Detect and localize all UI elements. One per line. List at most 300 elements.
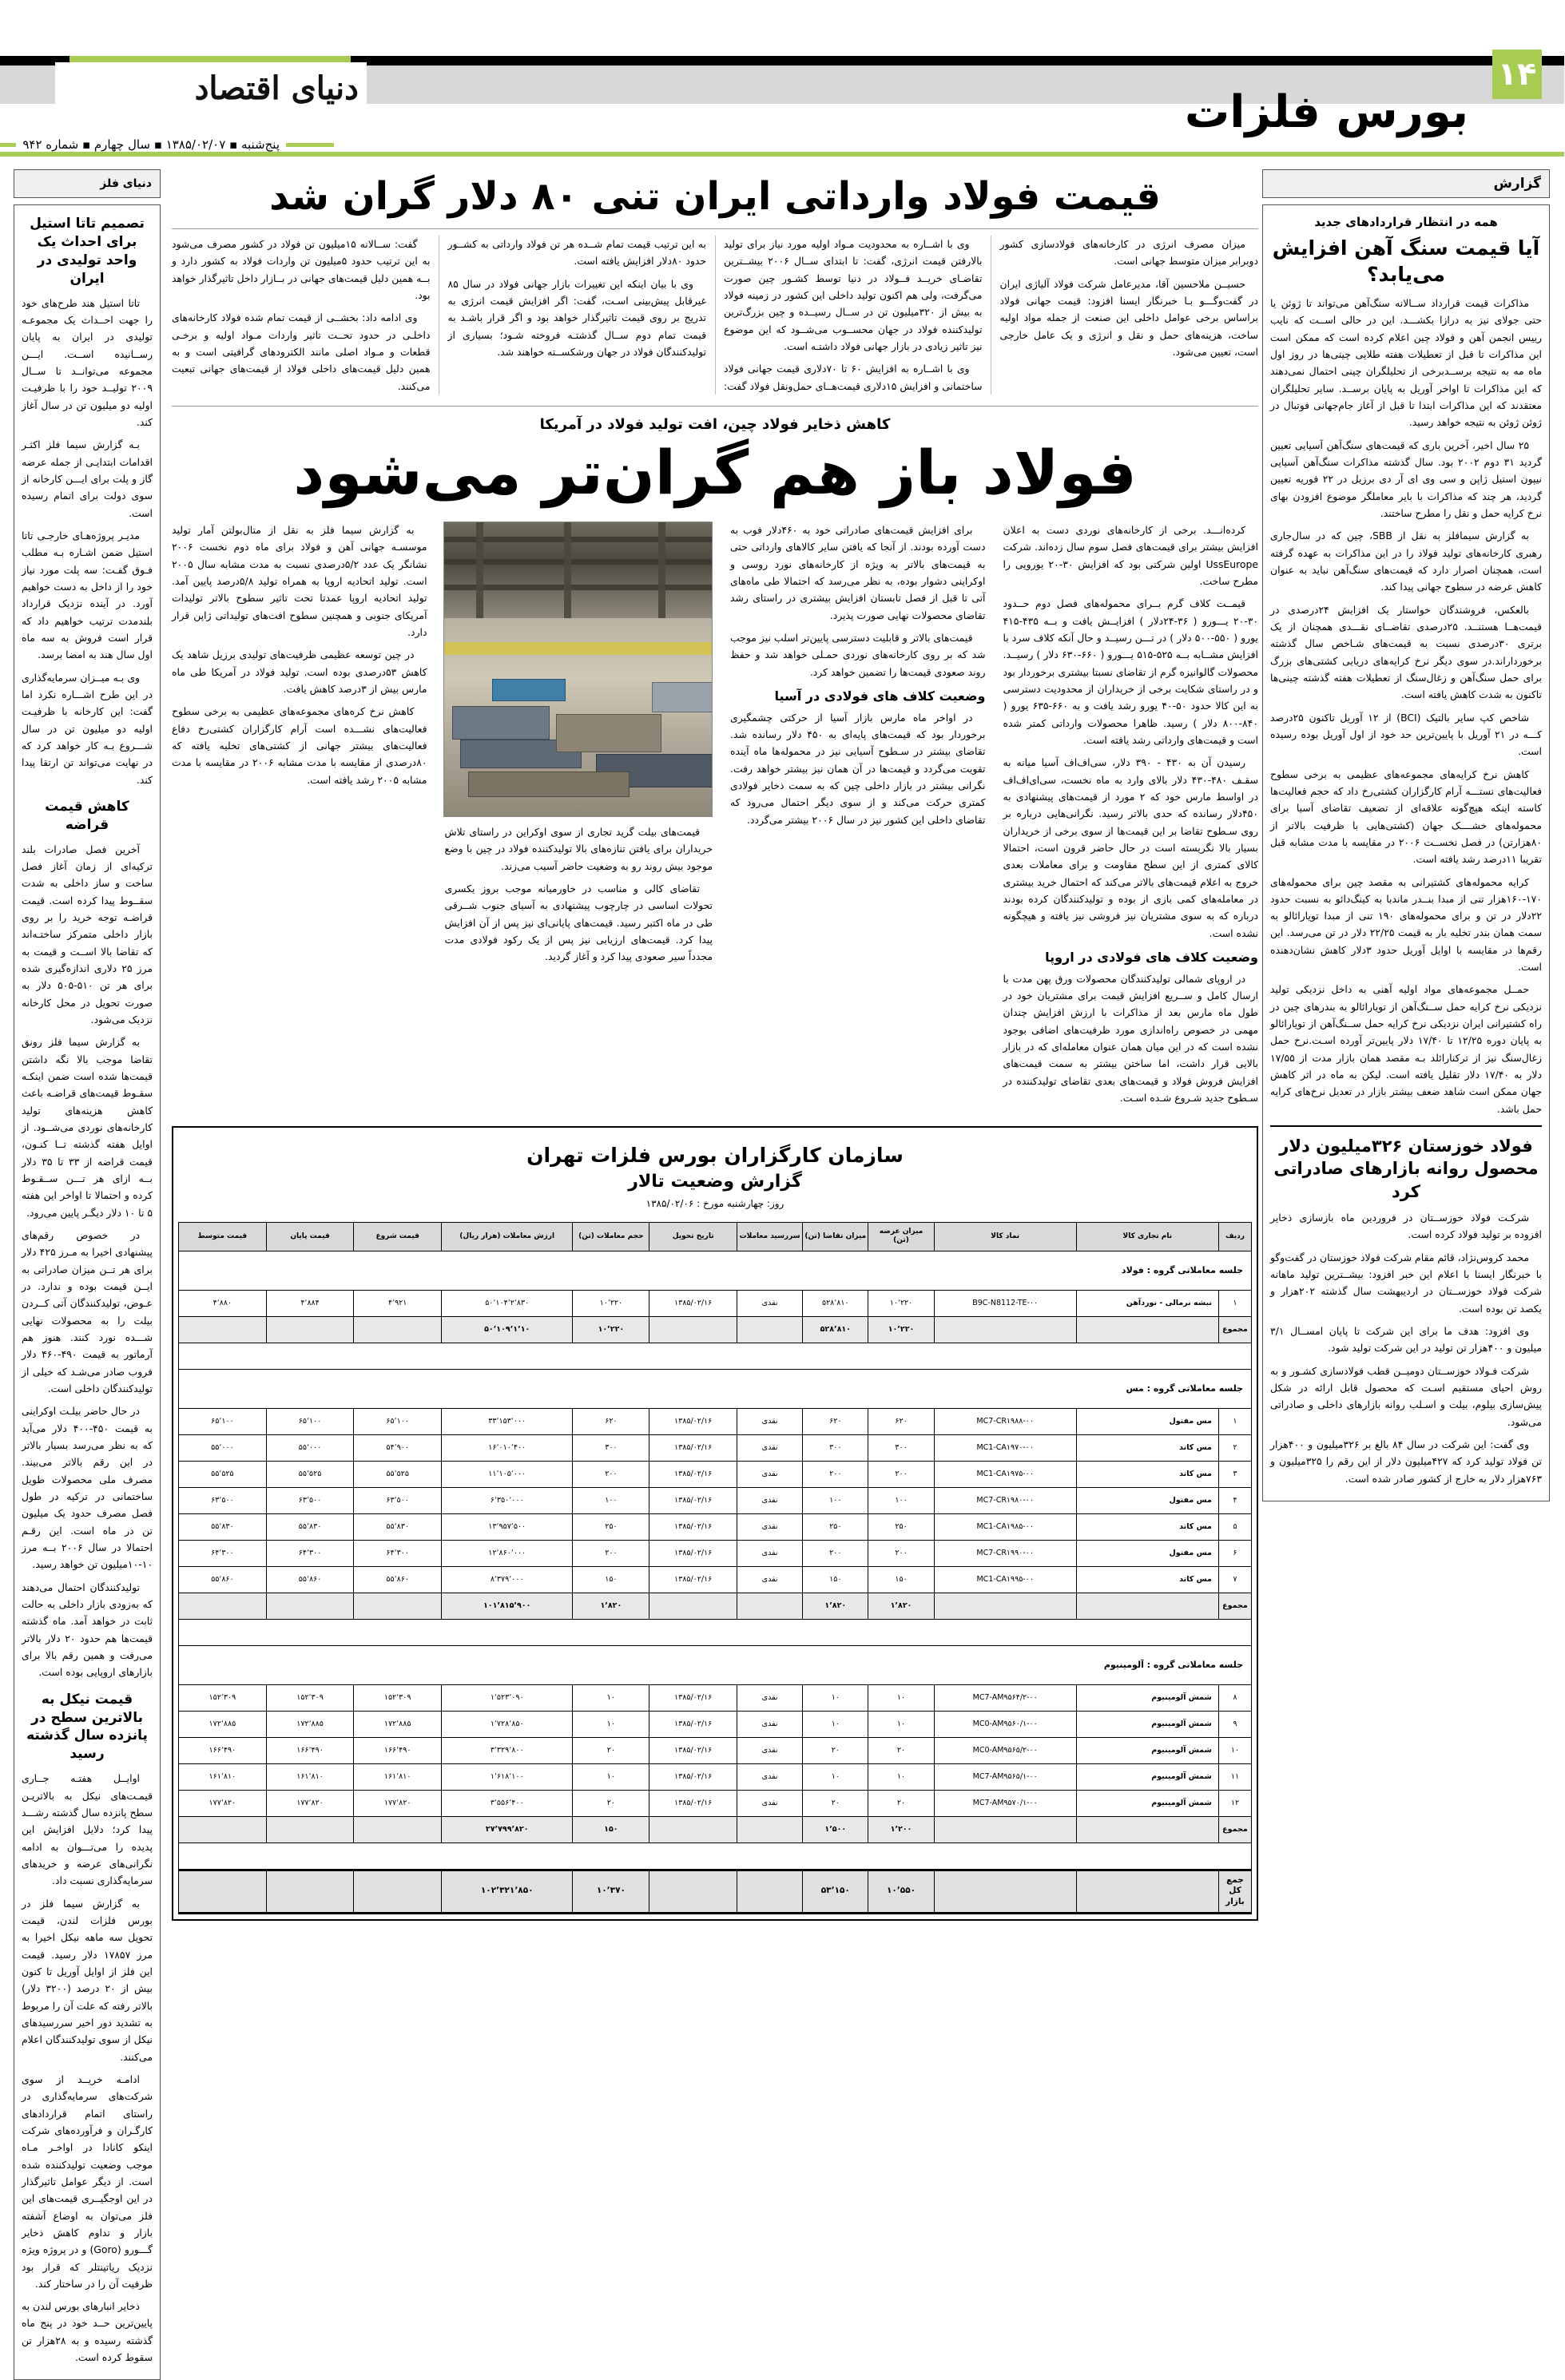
table-cell-3: ۲۰۰ — [869, 1461, 935, 1487]
feature-top-rule — [173, 406, 1259, 407]
table-cell-9: ۶۴٬۳۰۰ — [355, 1540, 443, 1566]
feature-sub2: وضعیت کلاف های فولادی در آسیا — [775, 688, 987, 704]
table-cell-0: ۱ — [1219, 1290, 1252, 1316]
left-a3-p0: اوایــل هفتـه جــاری قیمـت‌های نیکل به بالاتریـن سطح پانزده سال گذشته رشـــد پیدا کرد؛ دلایل افزایش این پدیده را می‌تـــوان به ادامه نگرانی‌های عرضه و خریدهای سرمایه‌گذاری نسبت داد. — [22, 1772, 153, 1887]
table-cell-10 — [267, 1816, 355, 1843]
table-cell-6: ۱۳۸۵/۰۲/۱۶ — [650, 1763, 738, 1790]
table-cell-0: ۹ — [1219, 1711, 1252, 1737]
photo-steel-stack-3 — [557, 714, 662, 752]
left-a2-p0: آخرین فصل صادرات بلند ترکیه‌ای از زمان آغاز فصل ساخت و ساز داخلی به شدت سقــوط پیدا کرده است. قیمت قراضـه توجه خرید را بر روی بازار داخلی متمرکز ساختـه‌اند که تقاضا بالا اســت و قیمت به مرز ۲۵ دلاری اندازه‌گیری شده برای هر تن ۵۱۰-۵۰۵ دلار به صورت تحویل در محل کارخانه نزدیک می‌شود. — [22, 843, 153, 1026]
table-cell-3: ۳۰۰ — [869, 1434, 935, 1461]
table-cell-3: ۲۵۰ — [869, 1513, 935, 1540]
table-cell-0: ۱۱ — [1219, 1763, 1252, 1790]
table-cell-5 — [737, 1593, 803, 1619]
col-header-7: حجم معاملات (تن) — [574, 1223, 650, 1251]
feature-col4-p4: کاهش نرخ کره‌های مجموعه‌های عظیمی به برخی سطوح فعالیت‌های نشـــده‌ است آرام کارگزاران کشتی‌رخ دفاع فعالیت‌های بیشتر جهانی از کشتی‌های تخلیه یافته که ۸۰درصدی از مقایسه با مدت مشابه ۲۰۰۶ در مقایسه با مدت مشابه ۲۰۰۵ رشد یافته است. — [173, 705, 428, 786]
table-cell-10: ۶۳٬۵۰۰ — [267, 1487, 355, 1513]
table-cell-10: ۵۵٬۵۲۵ — [267, 1461, 355, 1487]
right-article1-title: آیا قیمت سنگ آهن افزایش می‌یابد؟ — [1273, 236, 1541, 287]
table-cell-4: ۵۲۸٬۸۱۰ — [804, 1316, 869, 1343]
table-cell-10: ۱۶۶٬۴۹۰ — [267, 1737, 355, 1763]
table-cell-5: نقدی — [737, 1737, 803, 1763]
table-row — [180, 1737, 1253, 1763]
table-cell-1: مس مفتول — [1077, 1540, 1219, 1566]
table-cell-7: ۶۲۰ — [574, 1408, 650, 1434]
table-cell-6 — [650, 1870, 738, 1913]
table-cell-10: ۵۵٬۸۳۰ — [267, 1513, 355, 1540]
table-group-label: جلسه معاملاتی گروه : مس — [180, 1369, 1253, 1408]
table-cell-4: ۲۰ — [804, 1790, 869, 1816]
table-cell-4: ۱٬۵۰۰ — [804, 1816, 869, 1843]
table-cell-3: ۱۰ — [869, 1711, 935, 1737]
right-a1-p1: ۲۵ سال اخیر، آخرین باری که قیمت‌های سنگ‌آهن آسیایی تعیین گردید ۳۱ دوم ۲۰۰۲ بود. سال گذشته مذاکرات سنگ‌آهن آسیایی نیپون استیل ژاپن و سی وی ای آر دی برزیل در ۲۲ فوریه تعیین گردید، هر چند که مذاکرات با بایر معاملگر موضوع افزودن بهای نرخ کرایه حمل و نقل را مطرح ساختند. — [1271, 438, 1543, 519]
table-cell-11 — [180, 1870, 268, 1913]
table-cell-11: ۴٬۸۸۰ — [180, 1290, 268, 1316]
table-cell-9: ۵۵٬۸۶۰ — [355, 1566, 443, 1593]
table-cell-3: ۶۲۰ — [869, 1408, 935, 1434]
table-group-header — [180, 1369, 1253, 1408]
table-cell-7: ۱۰ — [574, 1684, 650, 1711]
table-row — [180, 1711, 1253, 1737]
table-cell-7: ۲۰ — [574, 1790, 650, 1816]
table-row — [180, 1540, 1253, 1566]
feature-col4-p0: قیمت‌های بیلت گرید تجاری از سوی اوکراین در راستای تلاش خریداران برای یافتن تنازه‌های بالا تولیدکننده فولاد در چین با وضع موجود بیش روند رو به وضعیت حاضر آسیب می‌زند. — [445, 826, 713, 872]
table-cell-7: ۳۰۰ — [574, 1434, 650, 1461]
feature-kicker: کاهش ذخایر فولاد چین، افت تولید فولاد در آمریکا — [540, 415, 892, 433]
table-cell-3: ۱۰٬۲۲۰ — [869, 1290, 935, 1316]
right-column-kicker: گزارش — [1263, 169, 1551, 198]
feature-p2: رسیدن آن به ۴۳۰ - ۳۹۰ دلار، سی‌اف‌اف آسیا میانه به سقـف ۴۸۰-۴۳۰ دلار بالای وارد به ماه نخست، سی‌ای‌اف‌اف در اواسط مارس خود که ۲ مورد از قیمت‌های پیشنهادی به ۴۵۰دلار رسانده که حدی بالاتر رسید. نگرانی‌هایی درباره بر روی سـطوح تقاضا بر این قیمت‌ها از سوی برخی از خریداران بسیار بالا نگریسته است در حال حاضر قرون است، احتمالا کالای کمتری از این سطح مقاومت و برای معاملات بعدی خروج به اعلام قیمت‌های بالاتر می‌کند که احتمال خرید بیشتری در معامله‌های کمی بازی از بوده و تولیدکنندگان کرده بودند درباره که به سوی مشتریان نیز فروشی نیز یافته و هیچگونه نشده است. — [1003, 756, 1259, 939]
table-cell-11: ۱۶۶٬۴۹۰ — [180, 1737, 268, 1763]
table-cell-5: نقدی — [737, 1513, 803, 1540]
feature-sub2-p0: در اواخر ماه مارس بازار آسیا از حرکتی چشمگیری برخوردار بود که قیمت‌های پایه‌ای به ۴۵۰ دلار رسانده شد. تقاضای بیشتر در سـطوح آسیایی نیز در محموله‌ها ماه آینده تقویت می‌گردد و قیمت‌ها در آن همان نیز بیشتر خواهد رفت. نگرانی بیشتر در بازار داخلی چین که به سمت ذخایر فولادی کمتری حرکت می‌کند و از سوی دیگر احتمال می‌رود که تقاضای داخلی این کشور نیز در سال ۲۰۰۶ بیشتر می‌گردد. — [731, 711, 987, 826]
table-cell-1: مس کاتد — [1077, 1434, 1219, 1461]
table-row — [180, 1461, 1253, 1487]
dateline-text: پنج‌شنبه ▪ ۱۳۸۵/۰۲/۰۷ ▪ سال چهارم ▪ شماره ۹۴۲ — [23, 137, 280, 152]
left-article3-title: قیمت نیکل به بالاترین سطح در پانزده سال گذشته رسید — [27, 1691, 149, 1763]
table-cell-2: MC7-AM۹۵۶۴/۲-۰۰ — [935, 1684, 1077, 1711]
left-a1-p3: وی بـه میــزان سرمایه‌گذاری در این طرح اشـــاره نکرد اما گفت: این کارخانه با ظرفیـت اولیه دو میلیون تن در سال شـــروع بـه کار خواهد کرد که در نهایت می‌تواند تن ارتقا پیدا کند. — [22, 671, 153, 786]
table-cell-9: ۱۷۷٬۸۲۰ — [355, 1790, 443, 1816]
lead-p3: وی با اشــاره به افزایش ۶۰ تا ۷۰دلاری قیمت جهانی فولاد ساختمانی و افزایش ۱۵دلاری قیمت‌هــای حمل‌ونقل فولاد گفت: به این ترتیب قیمت تمام شــده هر تن فولاد وارداتی به کشــور حدود ۸۰دلار افزایش یافته است. — [448, 238, 983, 392]
table-cell-5 — [737, 1316, 803, 1343]
table-cell-6: ۱۳۸۵/۰۲/۱۶ — [650, 1737, 738, 1763]
right-article2-title: فولاد خوزستان ۳۲۶میلیون دلار محصول روانه بازارهای صادراتی کرد — [1274, 1136, 1539, 1201]
table-date-line: روز: چهارشنبه مورخ : ۱۳۸۵/۰۲/۰۶ — [646, 1198, 785, 1210]
table-cell-8: ۱٬۶۱۸٬۱۰۰ — [442, 1763, 573, 1790]
table-cell-1: مس مفتول — [1077, 1408, 1219, 1434]
feature-col-4 — [173, 522, 428, 1112]
table-cell-7: ۲۰ — [574, 1737, 650, 1763]
right-a1-p7: حمــل مجموعه‌های مواد اولیه آهنی به داخل نزدیکی تولید نزدیکی نرخ کرایه حمل ســنگ‌آهن از تویارائالو به بندر‌های چین در راه کشتیرانی ایران نزدیکی نرخ کرایه حمل ســنگ‌آهن از تویارائالو به پایان دوره ۱۲/۲۵ تا ۱۷/۴۰ دلار پایین‌تر آورده اسـت.نرخ حمل زغال‌سنگ نیز از ترکنارائلد بـه مقصد همان بازار مدت از ۱۷/۵۵ دلار به ۱۷/۴۰ دلار تقلیل یافته است. لیکن به ماه در اثر کاهش جهان ممکن است شاهد ضعف بیشتر بازار در تعدیل نرخ‌های کرایه حمل باشد. — [1271, 983, 1543, 1115]
table-cell-11 — [180, 1316, 268, 1343]
table-cell-5: نقدی — [737, 1461, 803, 1487]
table-cell-8: ۳٬۳۲۹٬۸۰۰ — [442, 1737, 573, 1763]
col-header-1: نام تجاری کالا — [1077, 1223, 1219, 1251]
table-cell-9: ۱۶۶٬۴۹۰ — [355, 1737, 443, 1763]
table-cell-3: ۲۰ — [869, 1737, 935, 1763]
table-cell-7: ۱۰ — [574, 1763, 650, 1790]
table-cell-2: MC0-AM۹۵۶۰/۱-۰۰ — [935, 1711, 1077, 1737]
table-cell-5: نقدی — [737, 1763, 803, 1790]
table-row — [180, 1763, 1253, 1790]
table-cell-6: ۱۳۸۵/۰۲/۱۶ — [650, 1540, 738, 1566]
table-cell-6 — [650, 1593, 738, 1619]
right-article-separator — [1271, 1125, 1543, 1127]
newspaper-logo: دنیای اقتصاد — [56, 62, 367, 113]
table-cell-2: MC7-AM۹۵۷۰/۱-۰۰ — [935, 1790, 1077, 1816]
col-header-3: میزان عرضه (تن) — [869, 1223, 935, 1251]
table-cell-5 — [737, 1870, 803, 1913]
photo-blue-bundle — [493, 679, 566, 701]
table-cell-9: ۵۴٬۹۰۰ — [355, 1434, 443, 1461]
table-cell-4: ۱۰۰ — [804, 1487, 869, 1513]
feature-col4-p1: تقاضای کالی و مناسب در خاورمیانه موجب بروز یکسری تحولات اساسی در چارچوب پیشنهادی به آسیای جنوب شــرقی طی در ماه اکتبر رسید. قیمت‌های پایانی‌ای نیز پس از آن افزایش پیدا کرد. قیمت‌های ارزیابی نیز پس از یک رکود فولادی مدت مجدداً سیر صعودی پیدا کرد و آغاز گردید. — [445, 883, 713, 963]
col-header-10: قیمت پایان — [267, 1223, 355, 1251]
col-header-5: سررسید معاملات — [737, 1223, 803, 1251]
photo-beam-2 — [445, 559, 713, 565]
table-cell-8: ۵۰٬۱۰۹٬۱٬۱۰ — [442, 1316, 573, 1343]
table-cell-2: MC7-CR۱۹۹۰-۰۰ — [935, 1540, 1077, 1566]
table-cell-3: ۲۰۰ — [869, 1540, 935, 1566]
feature-col4-p2: به گزارش سیما فلز به نقل از متال‌بولتن آمار تولید موسسـه جهانی آهن و فولاد برای ماه دوم نخست ۲۰۰۶ نشانگر یک عدد ۵/۲درصدی نسبت به مدت مشابه سال ۲۰۰۵ است. تولید اتحادیه اروپا به همراه تولید ۵/۸درصد پایین آمد. تولید اتحادیه اروپا عمدتا تحت تاثیر سطوح بالاتر تولیدات آمریکای جنوبی و همچنین سطوح افت‌های تولیداتی ژاپن قرار دارد. — [173, 524, 428, 639]
table-cell-7: ۱۰ — [574, 1711, 650, 1737]
table-cell-3: ۱۰٬۲۲۰ — [869, 1316, 935, 1343]
table-cell-0: ۷ — [1219, 1566, 1252, 1593]
right-a2-p2: وی افزود: هدف ما برای این شرکت تا پایان امســال ۳/۱ میلیون و ۴۰۰هزار تن تولید در این شرکت تولید شود. — [1271, 1325, 1543, 1355]
table-cell-5: نقدی — [737, 1790, 803, 1816]
table-cell-8: ۳٬۵۵۶٬۴۰۰ — [442, 1790, 573, 1816]
table-row — [180, 1408, 1253, 1434]
table-cell-11: ۵۵٬۵۲۵ — [180, 1461, 268, 1487]
table-cell-10 — [267, 1593, 355, 1619]
left-a2-p3: در حال حاضر بیلـت اوکراینی به قیمت ۴۵۰-۴۰۰ دلار می‌آید که به نظر می‌رسد بسیار بالاتر در این رقم بالاتر می‌بیند. مصرف ملی محصولات طویل ساختمانی در ترکیه در طول فصل مصرف حدود یک میلیون تن در ماه است. این رقـم احتمالا در سال ۲۰۰۶ بــه مرز ۱۰-۱۰میلیون تن خواهد رسید. — [22, 1405, 153, 1571]
table-cell-9: ۵۵٬۸۳۰ — [355, 1513, 443, 1540]
table-cell-8: ۱۶٬۰۱۰٬۴۰۰ — [442, 1434, 573, 1461]
feature-col4-p3: در چین توسعه عظیمی ظرفیت‌های تولیدی برزیل شاهد یک کاهش ۵۳درصدی بوده است. تولید فولاد در آمریکا طی ماه مارس بیش از ۳درصد کاهش یافت. — [173, 649, 428, 696]
table-cell-1: شمش آلومینیوم — [1077, 1737, 1219, 1763]
col-header-11: قیمت متوسط — [180, 1223, 268, 1251]
right-a1-p0: مذاکرات قیمت قرارداد ســالانه سنگ‌آهن می‌تواند تا ژوئن یا حتی جولای نیز به درازا بکشـــد. این در حالی اســت که نایب رییس انجمن آهن و فولاد چین اعلام کرده است که ممکن است این مذاکرات تا قبل از تعطیلات هفته طلایی چینی‌ها در روز اول ماه مه به نتیجه برســدبرخی از تحلیلگران چینی احتمال نمی‌دهند که این مذاکرات تا اواخر آوریل به پایان برســد. سایر تحلیلگران معتقدند که این مذاکرات ابتدا تا قبل از آغاز جام‌جهانی فوتبال در ژوئن ژوئن به نتیجه خواهد رسید. — [1271, 297, 1543, 429]
table-cell-0: ۴ — [1219, 1487, 1252, 1513]
table-cell-10: ۱۷۷٬۸۲۰ — [267, 1790, 355, 1816]
table-row — [180, 1566, 1253, 1593]
table-cell-1: مس کاتد — [1077, 1461, 1219, 1487]
right-a1-p6: کرایه محموله‌های کشتیرانی به مقصد چین برای محموله‌های ۱۷۰-۱۶۰هزار تنی از مبدا بنــدر ماندبا به کینگ‌دائو به نسبت حدود ۲۲دلار در تن و برای محموله‌های ۱۹۰ تنی از مبدا تویارائالو به سمت همان بندر تخلیه بار به قیمت ۲۲/۲۵ دلار در تن می‌رسد. این رقم‌ها در مقایسه با اوایل آوریل حدود ۳دلار کاهش نشان‌دهنده است. — [1271, 875, 1543, 974]
dateline — [0, 134, 335, 155]
right-a1-p3: بالعکس، فروشندگان خواستار یک افزایش ۲۴درصدی در قیمت‌هــا هستنــد. ۲۵درصدی تقاضــای نقـــدی همچنان از یک برتری ۳۰درصدی نسبت به قیمت‌های شـاخص سال گذشته برخورداراند.در سوی دیگر نرخ کرایه‌های دریایی کشتی‌های بزرگ برای حمل سنگ‌آهن و زغال‌سنگ از تعطیلات هفته گذشته چینی‌ها تاکنون به شدت کاهش یافته است. — [1271, 603, 1543, 701]
feature-p0: کرده‌انـــد. برخی از کارخانه‌های نوردی دست به اعلان افزایش بیشتر برای قیمت‌های فصل سوم سال زده‌اند. شرکت UssEurope اولین شرکتی بود که افزایش ۳۰-۲۰ یورویی را مطرح ساخت. — [1003, 524, 1259, 588]
table-cell-9: ۶۵٬۱۰۰ — [355, 1408, 443, 1434]
table-cell-5: نقدی — [737, 1684, 803, 1711]
left-a1-p0: تاتا استیل هند طرح‌های خود را جهت احــداث یک مجموعـه تولیدی در ایران به پایان رســانیده اســت. ایـــن مجموعه می‌توانــد تا ســال ۲۰۰۹ تولیــد خود را با ظرفیـت اولیه دو میلیون تن در سال آغاز کند. — [22, 296, 153, 429]
table-cell-8: ۶٬۳۵۰٬۰۰۰ — [442, 1487, 573, 1513]
table-cell-9: ۱۷۲٬۸۸۵ — [355, 1711, 443, 1737]
table-cell-11: ۵۵٬۰۰۰ — [180, 1434, 268, 1461]
table-header-block — [179, 1132, 1253, 1222]
lead-p5: گفت: ســالانه ۱۵میلیون تن فولاد در کشور مصرف می‌شود به این ترتیب حدود ۵میلیون تن واردات فولاد به کشور دارد و بــه همین دلیل قیمت‌های جهانی در بــازار داخل تاثیرگذار خواهد بود. — [173, 238, 431, 301]
market-report-table-container — [173, 1126, 1259, 1920]
table-row — [180, 1684, 1253, 1711]
table-cell-10: ۶۴٬۳۰۰ — [267, 1540, 355, 1566]
table-cell-6: ۱۳۸۵/۰۲/۱۶ — [650, 1461, 738, 1487]
table-cell-5: نقدی — [737, 1487, 803, 1513]
table-cell-3: ۱۰۰ — [869, 1487, 935, 1513]
table-cell-2: MC1-CA۱۹۷۵-۰۰ — [935, 1461, 1077, 1487]
lead-p4: وی با بیان اینکه این تغییرات بازار جهانی فولاد در سال ۸۵ غیرقابل پیش‌بینی اسـت، گفت: اگر افزایش قیمت انرژی به تدریج بر روی قیمت تاثیرگذار خواهد بود و اگر قرار باشـد به قیمت تمام دوم ســال گذشتـه فروخته شـود؛ بسیاری از تولیدکنندگان فولاد در جهان ورشکســته خواهند شد. — [448, 277, 707, 358]
table-cell-7: ۱۵۰ — [574, 1566, 650, 1593]
table-cell-11: ۶۳٬۵۰۰ — [180, 1487, 268, 1513]
table-cell-2: MC7-CR۱۹۸۰-۰۰ — [935, 1487, 1077, 1513]
market-table-body — [180, 1251, 1253, 1913]
table-group-separator — [180, 1619, 1253, 1645]
table-cell-1: مس کاتد — [1077, 1566, 1219, 1593]
left-column-kicker: دنیای فلز — [14, 169, 161, 198]
table-cell-9: ۱۶۱٬۸۱۰ — [355, 1763, 443, 1790]
table-cell-11: ۱۷۲٬۸۸۵ — [180, 1711, 268, 1737]
table-cell-8: ۳۳٬۱۵۳٬۰۰۰ — [442, 1408, 573, 1434]
table-cell-11 — [180, 1816, 268, 1843]
table-report-title: گزارش وضعیت تالار — [629, 1172, 803, 1192]
left-column-box — [14, 204, 161, 2380]
table-cell-0: ۱۰ — [1219, 1737, 1252, 1763]
market-table — [179, 1222, 1253, 1914]
right-a1-p5: کاهش نرخ کرایه‌های مجموعه‌های عظیمی به برخی سطوح فعالیت‌های نستـــه آرام کارگزاران کشتی‌رخ داد که حجم فعالیت‌ها کاسته‌ اینکه هیچ‌گونه علاقه‌ای از تضعیف تقاضای آسیا برای محموله‌های خشــــک جهان (کشتی‌هایی با ظرفیت بالاتر از ۸۰هزارتن) در فصل نخســت ۲۰۰۶ در مقایسه با مدت مشابه قبل تقریبا ۱۱درصد رشد یافته است. — [1271, 768, 1543, 866]
right-article1-overline: همه در انتظار قراردادهای جدید — [1315, 215, 1499, 229]
table-cell-11: ۶۵٬۱۰۰ — [180, 1408, 268, 1434]
table-cell-1 — [1077, 1316, 1219, 1343]
section-title: بورس فلزات — [1186, 86, 1469, 138]
table-cell-1: شمش آلومینیوم — [1077, 1684, 1219, 1711]
left-a2-p2: در خصوص رقم‌های پیشنهادی اخیرا به مـرز ۴۲۵ دلار برای هر تــن میزان صادراتی به ایــن قیمت بوده و ندارد. در عـوض، تولیدکنندگان آتی کــردن بیلت را به محصولات نهایی شـــده نورد کنند. هنوز هم آرماتور به قیمت ۴۹۰-۴۶۰ دلار فروب صادر می‌شـد که خیلی از تولیدکنندگان داخلی است. — [22, 1229, 153, 1394]
feature-headline: فولاد باز هم گران‌تر می‌شود — [294, 436, 1138, 508]
photo-steel-stack-1 — [453, 706, 550, 740]
table-cell-3: ۱٬۲۰۰ — [869, 1816, 935, 1843]
table-cell-3: ۱۰٬۵۵۰ — [869, 1870, 935, 1913]
lead-headline: قیمت فولاد وارداتی ایران تنی ۸۰ دلار گران شد — [270, 174, 1162, 219]
table-cell-5: نقدی — [737, 1290, 803, 1316]
table-cell-9: ۶۳٬۵۰۰ — [355, 1487, 443, 1513]
feature-p3: برای افزایش قیمت‌های صادراتی خود به ۴۶۰دلار فوب به دست آورده بودند. از آنجا که یافتن سایر کالاهای وارداتی حتی به قیمت‌های بالاتر به ویژه از کارخانه‌های نورد روسی و اوکراینی دشوار بوده، به نظر می‌رسد که احتمالا طی ماه‌های آتی تا قبل از فصل تابستان افزایش بیشتری در راستای رشد تقاضای محصولات نهایی صورت پذیرد. — [731, 524, 987, 621]
left-a3-p1: به گزارش سیما فلز در بورس فلزات لندن، قیمت تحویل سه ماهه نیکل اخیرا به مرز ۱۷۸۵۷ دلار رسید. قیمت این فلز از اوایل آوریل تا کنون بیش از ۲۰ درصد (۳۲۰۰ دلار) بالاتر رفته که علت آن را مربوط به تشدید دور اخیر سررسیدهای نیکل از سوی تولیدکنندگان اعلام می‌کنند. — [22, 1897, 153, 2063]
table-row — [180, 1487, 1253, 1513]
table-cell-8: ۱٬۵۲۳٬۰۹۰ — [442, 1684, 573, 1711]
table-group-label: جلسه معاملاتی گروه : آلومینیوم — [180, 1645, 1253, 1684]
table-cell-11: ۶۴٬۳۰۰ — [180, 1540, 268, 1566]
table-cell-1 — [1077, 1870, 1219, 1913]
table-cell-11 — [180, 1593, 268, 1619]
table-org-title: سازمان کارگزاران بورس فلزات تهران — [527, 1144, 904, 1168]
col-header-8: ارزش معاملات (هزار ریال) — [442, 1223, 573, 1251]
table-cell-6: ۱۳۸۵/۰۲/۱۶ — [650, 1434, 738, 1461]
table-cell-9 — [355, 1593, 443, 1619]
table-cell-3: ۲۰ — [869, 1790, 935, 1816]
table-cell-10: ۱۷۲٬۸۸۵ — [267, 1711, 355, 1737]
feature-col-2 — [731, 522, 987, 1112]
feature-p1: قیمــت کلاف گرم بــرای محموله‌های فصل دوم حــدود ۳۰-۲۰ یـــورو ( ۳۶-۲۴دلار ) افزایــش یافت و بــه ۴۳۵-۴۱۵ یورو ( ۵۵۰-۵۰۰ دلار ) در تـــن رسیــد و حال آنکه کلاف سرد با افزایش مشــابه بــه ۵۲۵-۵۱۵ یـــورو ( ۶۶۰-۶۳۰ دلار ) رسیــد. محصولات گالوانیزه گرم از تقاضای نسبتا بیشتری برخوردار بود و در راستای شکایت برخی از خریداران از محدودیت دسترسی به این کالا حدود ۵۰-۴۰ یورو رشد یافت و به ۶۶۰-۶۳۵ یورو ( ۸۴۰-۸۰۰ دلار ) رسید. ظاهرا محصولات وارداتی کمتر شده است و قیمت‌های وارداتی رشد یافته است. — [1003, 597, 1260, 747]
table-cell-7: ۱۵۰ — [574, 1816, 650, 1843]
table-grand-total-row — [180, 1870, 1253, 1913]
right-a2-p3: شرکت فـولاد خوزســتان دومیــن قطب فولادسازی کشـور و به روش احیای مستقیم اسـت که محصول قابل ارائه در شکل پیش‌سازی بیلوم، بیلت و اسـلب روانه بازارهای داخلی و صادراتی می‌شود. — [1271, 1364, 1543, 1428]
table-cell-1: مس مفتول — [1077, 1487, 1219, 1513]
left-a3-p2: ادامـه خریــد از سوی شرکت‌های سرمایه‌گذاری در راستای اتمام قراردادهای کارگـران و فرآورده‌های شرکت اینکو کانادا در اواخـر مـاه موجب وضعیت تولیدکننده شده است. از دیگر عوامل تاثیرگذار در این اوجگیــری قیمت‌های این فلز می‌توان به اوضاع آشفته بازار و تداوم کاهش ذخایر گـــورو (Goro) و در پروژه ویژه نزدیک ریاتینتلر که قرار بود ظرفیت آن را در ساختار کند. — [22, 2073, 153, 2290]
table-cell-1: شمش آلومینیوم — [1077, 1763, 1219, 1790]
table-cell-7: ۲۰۰ — [574, 1461, 650, 1487]
feature-sub1-p0: در اروپای شمالی تولیدکنندگان محصولات ورق پهن مدت با ارسال کامل و ســریع افزایش قیمت برای مشتریان خود در طول ماه مارس بعد از مذاکرات با ارزش افزایش چندان مهمی در خصوص راه‌اندازی مورد ظرفیت‌های اضافی بوجود نشده است که در این میان همان عنوان معامله‌ای که در بازار بالایی قرار داشت، اما ساختن بیشتر به سمت قیمت‌های افزایش فروش فولاد و قیمت‌های بعدی تقاضای تولیدکننده در سـطوح جدید شـروع شـده اسـت. — [1003, 972, 1259, 1104]
table-cell-2: MC1-CA۱۹۷۰-۰۰ — [935, 1434, 1077, 1461]
table-cell-2: MC0-AM۹۵۶۵/۲-۰۰ — [935, 1737, 1077, 1763]
market-table-header-row — [180, 1223, 1253, 1251]
table-subtotal-row — [180, 1316, 1253, 1343]
table-cell-11: ۵۵٬۸۶۰ — [180, 1566, 268, 1593]
feature-p4: قیمت‌های بالاتر و قابلیت دسترسی پایین‌تر اسلب نیز موجب شد که بر روی کارخانه‌های نوردی حمـلی خواهد شد و حفظ روند صعودی قیمت‌ها را تضمین خواهد کرد. — [731, 632, 987, 678]
col-header-0: ردیف — [1219, 1223, 1252, 1251]
table-cell-9: ۱۵۲٬۳۰۹ — [355, 1684, 443, 1711]
photo-steel-stack-5 — [469, 772, 630, 797]
left-a2-p4: تولیدکنندگان احتمال می‌دهند که به‌زودی بازار داخلی به حالت ثابت در خواهد آمد. ماه گذشته قیمت‌ها هم حدود ۲۰ دلار بالاتر می‌رفت و همین رقم بالا برای بازارهای اروپایی بوده است. — [22, 1581, 153, 1679]
table-cell-5: نقدی — [737, 1566, 803, 1593]
table-cell-0: ۵ — [1219, 1513, 1252, 1540]
col-header-6: تاریخ تحویل — [650, 1223, 738, 1251]
table-cell-9 — [355, 1816, 443, 1843]
table-cell-6: ۱۳۸۵/۰۲/۱۶ — [650, 1513, 738, 1540]
left-sidebar-column — [14, 169, 161, 2380]
table-cell-4: ۲۰۰ — [804, 1540, 869, 1566]
left-a2-p1: به گزارش سیما فلز رونق تقاضا موجب بالا نگه داشتن قیمت‌ها شده است ضمن اینکـه سقـوط قیمت‌های قراضـه باعث کاهش هزینه‌های تولید کارخانه‌های نوردی می‌شــود. از اوایل هفته گذشته تــا کنـون، قیمت قراضه از ۳۳ تا ۳۵ دلار بــه ازای هر تـــن ســقـوط کرده و احتمالا تا اواخر این هفته ۵ تا ۱۰ دلار دیگـر پایین می‌رود. — [22, 1036, 153, 1219]
right-a2-p4: وی گفت: این شرکت در سال ۸۴ بالغ بر ۳۲۶میلیون و ۴۰۰هزار تن فولاد تولید کرد که ۴۲۷میلیون دلار از این رقم را ۳۲۵میلیون و ۷۶۳هزار دلار به خارج از کشور صادر شده است. — [1271, 1438, 1543, 1485]
left-article1-title: تصمیم تاتا استیل برای احداث یک واحد تولیدی در ایران — [30, 216, 145, 287]
table-cell-7: ۱۰٬۳۷۰ — [574, 1870, 650, 1913]
table-cell-7: ۱۰٬۲۲۰ — [574, 1316, 650, 1343]
table-cell-4: ۳۰۰ — [804, 1434, 869, 1461]
table-cell-4: ۵۳٬۱۵۰ — [804, 1870, 869, 1913]
dateline-bar-left — [0, 143, 17, 147]
table-cell-4: ۱۰ — [804, 1763, 869, 1790]
photo-beam-1 — [445, 537, 713, 542]
feature-sub1: وضعیت کلاف های فولادی در اروپا — [1046, 950, 1259, 966]
table-cell-10: ۶۵٬۱۰۰ — [267, 1408, 355, 1434]
table-row — [180, 1790, 1253, 1816]
table-cell-10 — [267, 1316, 355, 1343]
table-cell-6: ۱۳۸۵/۰۲/۱۶ — [650, 1487, 738, 1513]
market-table-head — [180, 1223, 1253, 1251]
table-cell-5: نقدی — [737, 1711, 803, 1737]
right-a2-p1: محمد کروس‌نژاد، قائم مقام شرکت فولاد خوزستان در گفت‌وگو با خبرنگار ایسنا با اعلام این خبر افزود: بیشــترین تولید ماهانه شرکت فولاد خوزســتان در اردیبهشت سال گذشته ۲۰۲هزار و یکصد تن بوده است. — [1271, 1251, 1543, 1315]
table-cell-4: ۱۰ — [804, 1684, 869, 1711]
page-number-badge: ۱۴ — [1493, 50, 1543, 99]
table-cell-7: ۱۰۰ — [574, 1487, 650, 1513]
table-cell-0: مجموع — [1219, 1816, 1252, 1843]
table-cell-7: ۱۰٬۲۲۰ — [574, 1290, 650, 1316]
col-header-2: نماد کالا — [935, 1223, 1077, 1251]
table-cell-8: ۱۰۲٬۳۲۱٬۸۵۰ — [442, 1870, 573, 1913]
table-cell-8: ۱۲٬۸۶۰٬۰۰۰ — [442, 1540, 573, 1566]
table-cell-8: ۲۷٬۷۹۹٬۸۲۰ — [442, 1816, 573, 1843]
table-row — [180, 1434, 1253, 1461]
table-cell-6 — [650, 1316, 738, 1343]
table-cell-6: ۱۳۸۵/۰۲/۱۶ — [650, 1566, 738, 1593]
table-cell-2: MC7-CR۱۹۸۸-۰۰ — [935, 1408, 1077, 1434]
table-cell-4: ۵۲۸٬۸۱۰ — [804, 1290, 869, 1316]
photo-steel-stack-6 — [653, 682, 713, 712]
table-cell-10: ۱۵۲٬۳۰۹ — [267, 1684, 355, 1711]
table-cell-5: نقدی — [737, 1434, 803, 1461]
table-cell-11: ۵۵٬۸۳۰ — [180, 1513, 268, 1540]
table-cell-6: ۱۳۸۵/۰۲/۱۶ — [650, 1290, 738, 1316]
right-a2-p0: شرکـت فولاد خوزســتان در فروردین ماه بازسازی ذخایر افزوده بر تولید فولاد کرده است. — [1271, 1212, 1543, 1241]
table-cell-8: ۱٬۷۲۸٬۸۵۰ — [442, 1711, 573, 1737]
dateline-bar-right — [287, 143, 335, 147]
table-cell-4: ۶۲۰ — [804, 1408, 869, 1434]
table-group-label: جلسه معاملاتی گروه : فولاد — [180, 1251, 1253, 1290]
right-a1-p2: به گزارش سیمافلز به نقل از SBB، چین که در سال‌جاری رهبری کارخانه‌های تولید فولاد را در این مذاکرات به عهده گرفته است، همچنان اصرار دارد که قیمت‌های سنگ‌آهن نباید به عنوان کاهش عرضه در سطوح جهانی پیدا کند. — [1271, 530, 1543, 593]
table-cell-8: ۸٬۳۷۹٬۰۰۰ — [442, 1566, 573, 1593]
table-cell-4: ۲۰۰ — [804, 1461, 869, 1487]
table-cell-6 — [650, 1816, 738, 1843]
table-cell-1 — [1077, 1816, 1219, 1843]
table-cell-9: ۵۵٬۵۲۵ — [355, 1461, 443, 1487]
table-cell-10 — [267, 1870, 355, 1913]
table-cell-3: ۱۵۰ — [869, 1566, 935, 1593]
table-cell-3: ۱۰ — [869, 1763, 935, 1790]
left-a3-p3: ذخایر انبارهای بورس لندن به پایین‌ترین حــد خود در پنج ماه گذشته رسیده و به ۲۸هزار تن سقوط کرده است. — [22, 2300, 153, 2364]
table-cell-1: نبشه نرمالی - نوردآهن — [1077, 1290, 1219, 1316]
table-cell-4: ۱٬۸۲۰ — [804, 1593, 869, 1619]
table-cell-5: نقدی — [737, 1408, 803, 1434]
table-cell-2: MC1-CA۱۹۹۵-۰۰ — [935, 1566, 1077, 1593]
table-cell-3: ۱٬۸۲۰ — [869, 1593, 935, 1619]
col-header-4: میزان تقاضا (تن) — [804, 1223, 869, 1251]
table-cell-0: ۶ — [1219, 1540, 1252, 1566]
table-cell-2 — [935, 1316, 1077, 1343]
table-cell-8: ۱۱٬۱۰۵٬۰۰۰ — [442, 1461, 573, 1487]
feature-col-photo — [446, 522, 713, 1112]
center-content-column — [173, 168, 1259, 1921]
table-cell-1: شمش آلومینیوم — [1077, 1790, 1219, 1816]
table-cell-2 — [935, 1816, 1077, 1843]
table-cell-8: ۵۰٬۱۰۴٬۲٬۸۳۰ — [442, 1290, 573, 1316]
table-cell-6: ۱۳۸۵/۰۲/۱۶ — [650, 1408, 738, 1434]
table-subtotal-row — [180, 1593, 1253, 1619]
table-group-header — [180, 1645, 1253, 1684]
table-cell-5 — [737, 1816, 803, 1843]
table-cell-5: نقدی — [737, 1540, 803, 1566]
table-group-separator — [180, 1343, 1253, 1369]
table-cell-11: ۱۷۷٬۸۲۰ — [180, 1790, 268, 1816]
table-cell-10: ۱۶۱٬۸۱۰ — [267, 1763, 355, 1790]
lead-rule — [173, 228, 1259, 229]
table-cell-9 — [355, 1316, 443, 1343]
right-column-box — [1263, 204, 1551, 1501]
table-cell-9: ۴٬۹۲۱ — [355, 1290, 443, 1316]
col-header-9: قیمت شروع — [355, 1223, 443, 1251]
table-group-separator — [180, 1843, 1253, 1870]
right-a1-p4: شاخص کپ سایر بالتیک (BCI) از ۱۲ آوریل تاکنون ۲۵درصد کـــه در ۲۱ آوریل با پایین‌ترین حد خود از اول آوریل بوده رسیده است. — [1271, 711, 1543, 758]
steel-warehouse-photo — [444, 522, 713, 817]
table-cell-8: ۱۳٬۹۵۷٬۵۰۰ — [442, 1513, 573, 1540]
photo-yellow-machine — [445, 642, 713, 655]
table-cell-6: ۱۳۸۵/۰۲/۱۶ — [650, 1790, 738, 1816]
table-cell-2: B9C-N8112-TE-۰۰ — [935, 1290, 1077, 1316]
right-sidebar-column — [1263, 169, 1551, 1501]
table-cell-6: ۱۳۸۵/۰۲/۱۶ — [650, 1711, 738, 1737]
table-cell-10: ۵۵٬۸۶۰ — [267, 1566, 355, 1593]
table-cell-0: ۲ — [1219, 1434, 1252, 1461]
table-cell-4: ۱۵۰ — [804, 1566, 869, 1593]
table-cell-4: ۲۰ — [804, 1737, 869, 1763]
table-cell-2: MC7-AM۹۵۶۵/۱-۰۰ — [935, 1763, 1077, 1790]
feature-col-1 — [1004, 522, 1260, 1112]
